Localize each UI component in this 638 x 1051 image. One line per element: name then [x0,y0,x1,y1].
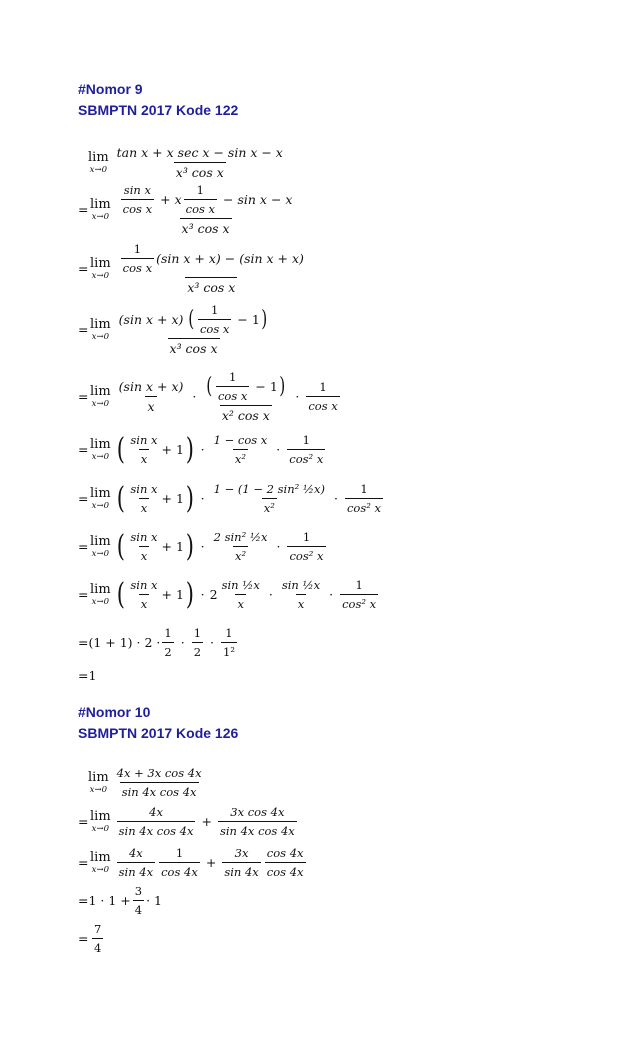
problem-number-10: #Nomor 10 [78,704,151,720]
limit-operator: lim x→0 [90,581,111,607]
step-t1: lim x→0 $\frac{\text{4x + 3x cos 4x}}{\text{sin 4x cos 4x}}$ [88,766,202,799]
fraction: (sin x + x) ( $\frac{1}{\text{cos x}}$ − 1 ) x³ cos x [118,303,268,356]
step-11: =1 [78,668,97,683]
limit-operator: lim x→0 [90,383,111,409]
limit-operator: lim x→0 [88,769,109,795]
limit-operator: lim x→0 [90,485,111,511]
step-8: = lim x→0 ( $\frac{\text{sin x}}{x}$ + 1 ) · $\frac{\text{2 sin² ½x}}{\text{x²}}$ · $\frac{1}{\text{cos² x}}$ [78,528,324,564]
step-7: = lim x→0 ( $\frac{\text{sin x}}{x}$ + 1 ) · $\frac{\text{1 − (1 − 2 sin² ½x)}}{\text{x²}}$ · $\frac{1}{\text{cos² x}}$ [78,480,381,516]
limit-operator: lim x→0 [90,196,111,222]
fraction: $\frac{\text{sin x}}{\text{cos x}}$ + x $\frac{1}{\text{cos x}}$ − sin x − x x³ cos x [122,183,293,236]
step-t4: =1 · 1 + $\frac{3}{4}$ · 1 [78,884,162,917]
limit-operator: lim x→0 [90,436,111,462]
fraction: $\frac{\text{tan x + x sec x − sin x − x}}{\text{x³ cos x}}$ [116,145,283,180]
limit-operator: lim x→0 [90,808,111,834]
step-3: = lim x→0 $\frac{1}{\text{cos x}}$ (sin x + x) − (sin x + x) x³ cos x [78,242,304,295]
step-t3: = lim x→0 $\frac{4x}{\sin 4x}$ $\frac{1}{\cos 4x}$ + $\frac{3x}{\sin 4x}$ $\frac{\cos 4x}{\cos 4x}$ [78,846,304,879]
step-4: = lim x→0 (sin x + x) ( $\frac{1}{\text{cos x}}$ − 1 ) x³ cos x [78,303,272,356]
limit-operator: lim x→0 [88,149,109,175]
fraction: $\frac{1}{\text{cos x}}$ (sin x + x) − (sin x + x) x³ cos x [122,242,304,295]
step-10: =(1 + 1) · 2 · $\frac{1}{2}$ · $\frac{1}{2}$ · $\frac{1}{\text{1²}}$ [78,626,235,659]
step-9: = lim x→0 ( $\frac{\text{sin x}}{x}$ + 1 ) · 2 $\frac{\text{sin ½x}}{x}$ · $\frac{\text{sin ½x}}{x}$ · $\frac{1}{\text{cos² x}}$ [78,576,377,612]
problem-source-9: SBMPTN 2017 Kode 122 [78,102,239,118]
limit-operator: lim x→0 [90,316,111,342]
problem-number-9: #Nomor 9 [78,81,143,97]
limit-operator: lim x→0 [90,533,111,559]
limit-operator: lim x→0 [90,255,111,281]
step-5: = lim x→0 $\frac{\text{(sin x + x)}}{x}$ · ( $\frac{1}{\text{cos x}}$ − 1 ) x² cos x · $\frac{1}{\text{cos x}}$ [78,370,338,423]
step-6: = lim x→0 ( $\frac{\text{sin x}}{x}$ + 1 ) · $\frac{\text{1 − cos x}}{\text{x²}}$ · $\frac{1}{\text{cos² x}}$ [78,431,324,467]
step-2: = lim x→0 $\frac{\text{sin x}}{\text{cos x}}$ + x $\frac{1}{\text{cos x}}$ − sin x − x x³ cos x [78,183,293,236]
solution-10 [78,0,638,1000]
step-t2: = lim x→0 $\frac{4x}{\text{sin 4x cos 4x}}$ + $\frac{\text{3x cos 4x}}{\text{sin 4x cos 4x}}$ [78,805,295,838]
problem-source-10: SBMPTN 2017 Kode 126 [78,725,239,741]
step-t5: = $\frac{7}{4}$ [78,922,102,955]
limit-operator: lim x→0 [90,849,111,875]
